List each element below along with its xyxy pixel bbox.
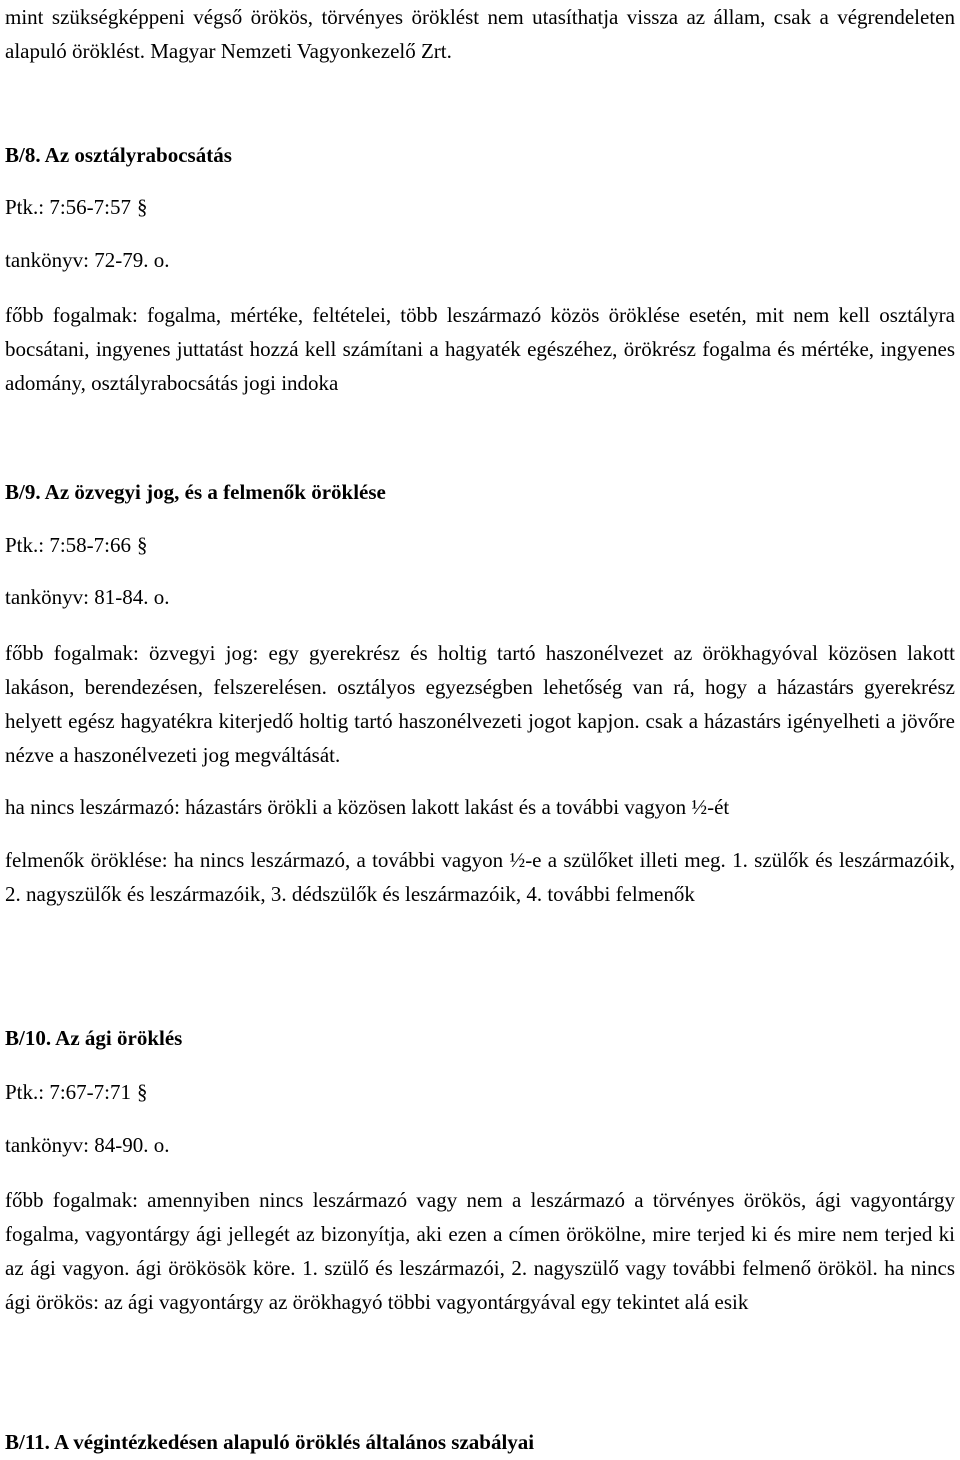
tankonyv-reference: tankönyv: 84-90. o. bbox=[5, 1133, 170, 1157]
tankonyv-reference: tankönyv: 81-84. o. bbox=[5, 585, 170, 609]
ptk-text: Ptk.: 7:58-7:66 bbox=[5, 533, 132, 557]
concepts-paragraph: főbb fogalmak: amennyiben nincs leszármazó vagy nem a leszármazó a törvényes örökös, ági vagyontárgy fogalma, vagyontárgy ági jellegét az bizonyítja, aki ezen a címen örökölne, mire terjed ki és mire nem terjed ki az ági vagyon. ági örökösök köre. 1. szülő és leszármazói, 2. nagyszülő vagy további felmenő örököl. ha nincs ági örökös: az ági vagyontárgy az örökhagyó többi vagyontárgyával egy tekintet alá esik bbox=[5, 1188, 955, 1314]
ptk-text: Ptk.: 7:67-7:71 bbox=[5, 1080, 132, 1104]
section-sign-icon: § bbox=[137, 1080, 148, 1104]
ptk-text: Ptk.: 7:56-7:57 bbox=[5, 195, 132, 219]
body-paragraph: felmenők öröklése: ha nincs leszármazó, a további vagyon ½-e a szülőket illeti meg. 1. szülők és leszármazóik, 2. nagyszülők és leszármazóik, 3. dédszülők és leszármazóik, 4. további felmenők bbox=[5, 848, 955, 906]
section-sign-icon: § bbox=[137, 533, 148, 557]
section-title: B/9. Az özvegyi jog, és a felmenők öröklése bbox=[5, 480, 386, 504]
section-title: B/8. Az osztályrabocsátás bbox=[5, 143, 232, 167]
ptk-reference bbox=[5, 528, 955, 562]
section-sign-icon: § bbox=[137, 195, 148, 219]
intro-paragraph: mint szükségképpeni végső örökös, törvényes öröklést nem utasíthatja vissza az állam, csak a végrendeleten alapuló öröklést. Magyar Nemzeti Vagyonkezelő Zrt. bbox=[5, 5, 955, 63]
body-paragraph: ha nincs leszármazó: házastárs örökli a közösen lakott lakást és a további vagyon ½-ét bbox=[5, 795, 730, 819]
concepts-paragraph: főbb fogalmak: fogalma, mértéke, feltételei, több leszármazó közös öröklése esetén, mit nem kell osztályra bocsátani, ingyenes juttatást hozzá kell számítani a hagyaték egészéhez, örökrész fogalma és mértéke, ingyenes adomány, osztályrabocsátás jogi indoka bbox=[5, 303, 955, 395]
section-title: B/10. Az ági öröklés bbox=[5, 1026, 183, 1050]
section-title: B/11. A végintézkedésen alapuló öröklés általános szabályai bbox=[5, 1430, 535, 1454]
ptk-reference bbox=[5, 190, 955, 224]
tankonyv-reference: tankönyv: 72-79. o. bbox=[5, 248, 170, 272]
concepts-paragraph: főbb fogalmak: özvegyi jog: egy gyerekrész és holtig tartó haszonélvezet az örökhagyóval közösen lakott lakáson, berendezésen, felszerelésen. osztályos egyezségben lehetőség van rá, hogy a házastárs gyerekrész helyett egész hagyatékra kiterjedő holtig tartó haszonélvezeti jogot kapjon. csak a házastárs igényelheti a jövőre nézve a haszonélvezeti jog megváltását. bbox=[5, 641, 955, 767]
ptk-reference bbox=[5, 1075, 955, 1109]
